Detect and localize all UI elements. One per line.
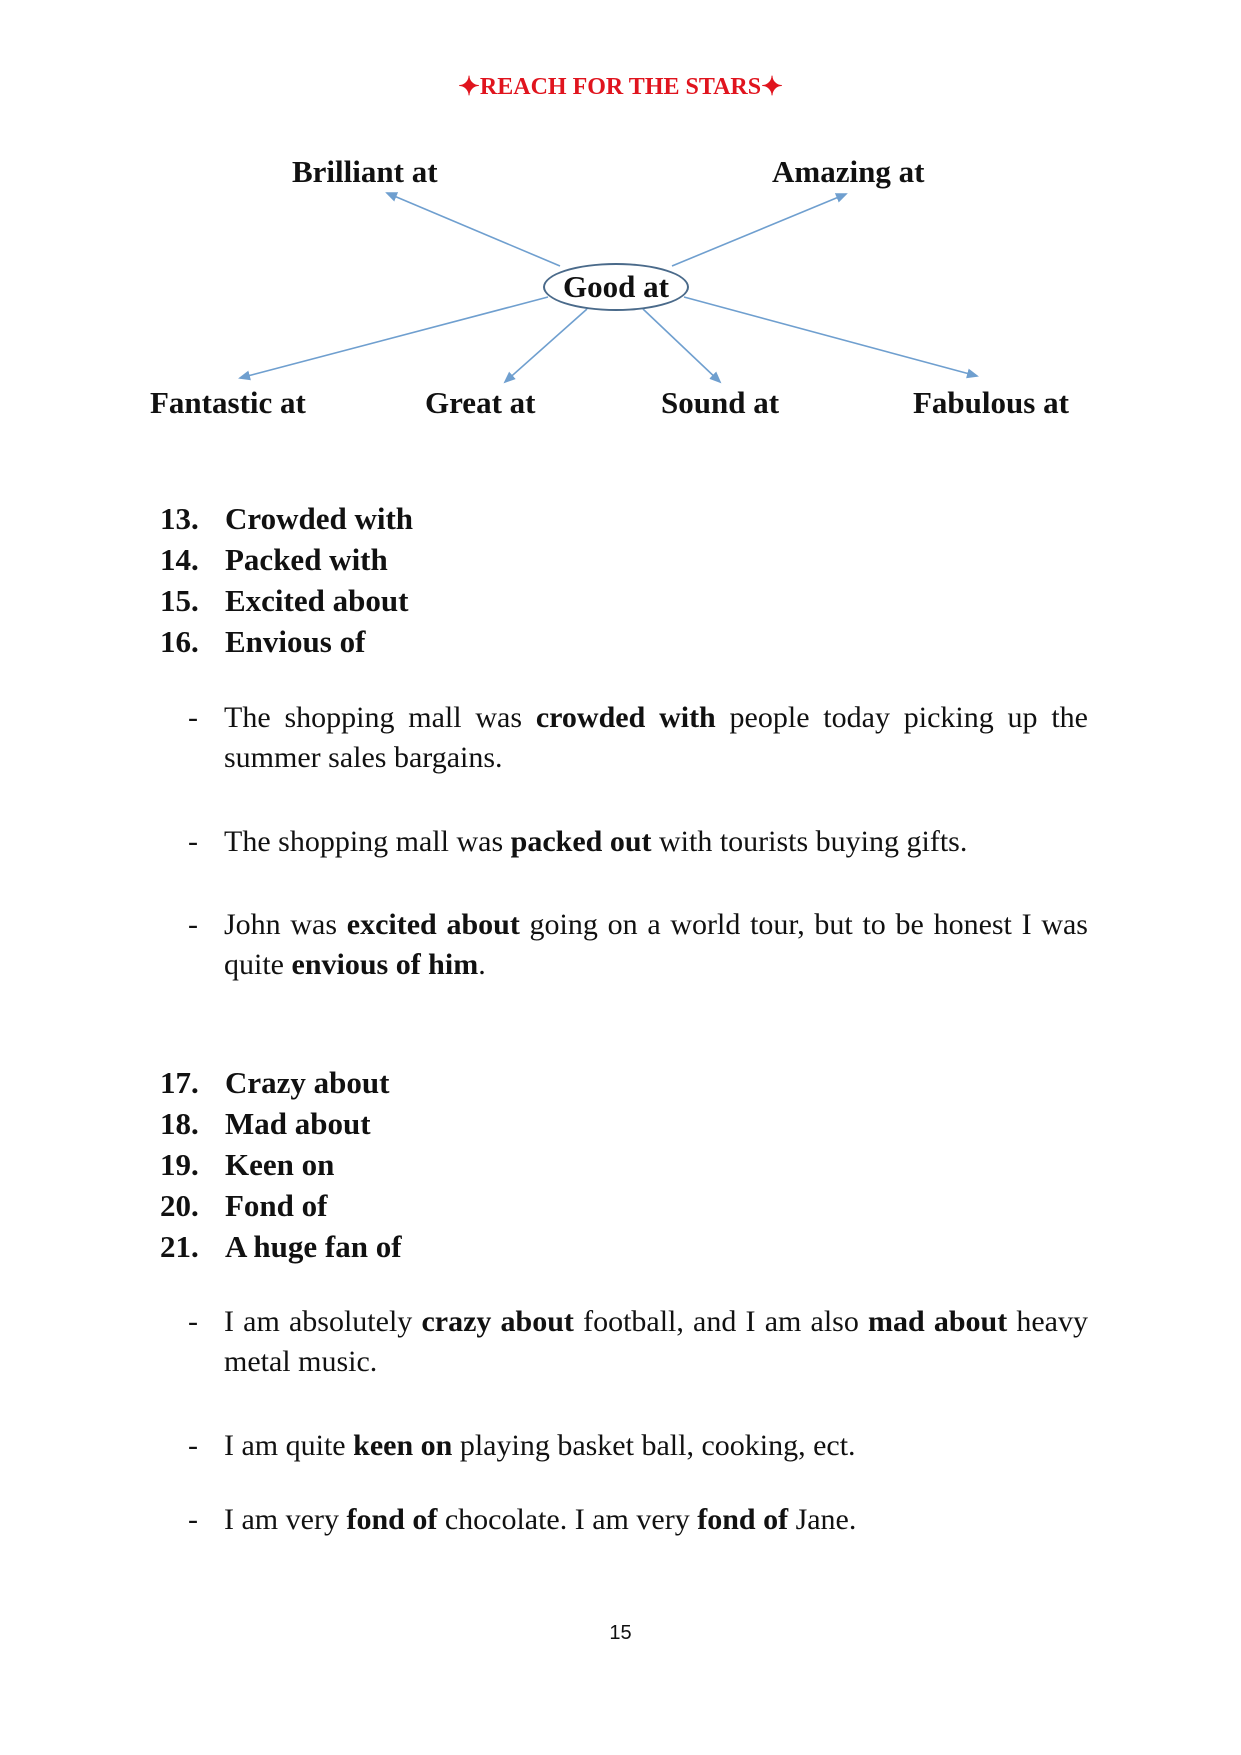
node-brilliant-at: Brilliant at	[292, 154, 438, 189]
term-number: 19.	[160, 1147, 199, 1182]
term-item	[160, 539, 413, 580]
dash-bullet: -	[188, 701, 198, 734]
term-text: Envious of	[225, 624, 366, 659]
bold-phrase: packed out	[510, 825, 652, 858]
dash-bullet: -	[188, 1305, 198, 1338]
sentence-fragment: The shopping mall was	[224, 701, 536, 734]
sentence-fragment: The shopping mall was	[224, 825, 511, 858]
example-text	[224, 1426, 1088, 1466]
arrow-amazing	[672, 194, 846, 266]
term-text: A huge fan of	[225, 1229, 402, 1264]
star-icon-right: ✦	[761, 72, 783, 101]
bold-phrase: excited about	[346, 908, 520, 941]
sentence-fragment: playing basket ball, cooking, ect.	[452, 1429, 856, 1462]
term-list-2	[160, 1062, 402, 1267]
sentence-fragment: football, and I am also	[573, 1305, 868, 1338]
term-number: 13.	[160, 501, 199, 536]
term-text: Mad about	[225, 1106, 371, 1141]
sentence-fragment: going on a world tour, but to be honest I was quite	[224, 908, 1088, 981]
dash-bullet: -	[188, 825, 198, 858]
sentence-fragment: I am very	[224, 1503, 347, 1536]
term-text: Crowded with	[225, 501, 414, 536]
term-number: 18.	[160, 1106, 199, 1141]
term-item	[160, 621, 413, 662]
bold-phrase: fond of	[346, 1503, 438, 1536]
term-text: Keen on	[225, 1147, 335, 1182]
term-item	[160, 498, 413, 539]
term-number: 14.	[160, 542, 199, 577]
header-title: REACH FOR THE STARS	[479, 74, 762, 100]
term-number: 17.	[160, 1065, 199, 1100]
arrow-brilliant	[387, 193, 560, 266]
term-number: 15.	[160, 583, 199, 618]
term-list-1	[160, 498, 413, 662]
term-item	[160, 1226, 402, 1267]
bold-phrase: crowded with	[535, 701, 716, 734]
dash-bullet: -	[188, 1429, 198, 1462]
term-text: Packed with	[225, 542, 388, 577]
bold-phrase: crazy about	[421, 1305, 574, 1338]
bold-phrase: mad about	[868, 1305, 1008, 1338]
sentence-fragment: John was	[224, 908, 347, 941]
term-item	[160, 1185, 402, 1226]
term-text: Fond of	[225, 1188, 328, 1223]
arrow-sound	[643, 309, 720, 382]
term-text: Crazy about	[225, 1065, 390, 1100]
sentence-fragment: I am quite	[224, 1429, 354, 1462]
sentence-fragment: people today picking up the summer sales bargains.	[224, 701, 1088, 774]
example-sentence	[188, 1500, 1088, 1540]
term-number: 21.	[160, 1229, 199, 1264]
term-item	[160, 1103, 402, 1144]
example-text	[224, 1500, 1088, 1540]
example-text	[224, 822, 1088, 862]
example-sentence	[188, 1426, 1088, 1466]
term-item	[160, 1062, 402, 1103]
arrow-fantastic	[240, 297, 548, 378]
sentence-fragment: heavy metal music.	[224, 1305, 1088, 1378]
example-sentence	[188, 905, 1088, 985]
sentence-fragment: with tourists buying gifts.	[651, 825, 968, 858]
term-text: Excited about	[225, 583, 409, 618]
term-item	[160, 580, 413, 621]
page-number: 15	[609, 1622, 632, 1644]
center-node-good-at: Good at	[543, 263, 689, 311]
example-text	[224, 905, 1088, 985]
example-text	[224, 698, 1088, 778]
node-great-at: Great at	[425, 385, 536, 420]
arrow-fabulous	[684, 297, 977, 376]
node-fabulous-at: Fabulous at	[913, 385, 1069, 420]
example-sentence	[188, 698, 1088, 778]
example-sentence	[188, 822, 1088, 862]
sentence-fragment: chocolate. I am very	[437, 1503, 698, 1536]
example-sentence	[188, 1302, 1088, 1382]
node-sound-at: Sound at	[661, 385, 780, 420]
dash-bullet: -	[188, 1503, 198, 1536]
sentence-fragment: .	[478, 948, 486, 981]
term-number: 20.	[160, 1188, 199, 1223]
term-number: 16.	[160, 624, 199, 659]
node-amazing-at: Amazing at	[772, 154, 925, 189]
sentence-fragment: Jane.	[788, 1503, 857, 1536]
star-icon-left: ✦	[458, 72, 480, 101]
term-item	[160, 1144, 402, 1185]
example-text	[224, 1302, 1088, 1382]
sentence-fragment: I am absolutely	[224, 1305, 422, 1338]
bold-phrase: envious of him	[291, 948, 479, 981]
node-fantastic-at: Fantastic at	[150, 385, 306, 420]
bold-phrase: fond of	[697, 1503, 789, 1536]
dash-bullet: -	[188, 908, 198, 941]
bold-phrase: keen on	[353, 1429, 453, 1462]
arrow-great	[505, 309, 587, 382]
